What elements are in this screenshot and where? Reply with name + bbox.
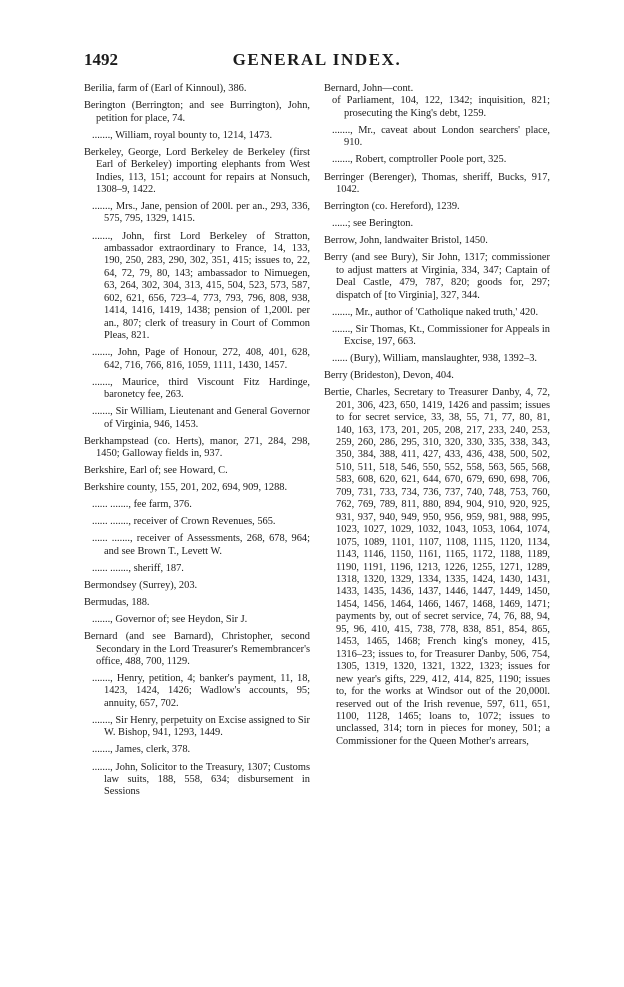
- index-entry: Berington (Berrington; and see Burrington), John, petition for place, 74.: [84, 100, 310, 124]
- index-entry: of Parliament, 104, 122, 1342; inquisition, 821; prosecuting the King's debt, 1259.: [332, 95, 550, 119]
- index-entry: Berrow, John, landwaiter Bristol, 1450.: [324, 235, 488, 247]
- index-entry: Bernard, John—cont.: [324, 83, 414, 94]
- index-entry: Berry (Brideston), Devon, 404.: [324, 370, 454, 382]
- index-entry: Berilia, farm of (Earl of Kinnoul), 386.: [84, 83, 247, 94]
- index-entry: ......., William, royal bounty to, 1214, 1473.: [92, 129, 273, 141]
- index-entry: Berry (and see Bury), Sir John, 1317; commissioner to adjust matters at Virginia, 334, 347; Captain of Deal Castle, 479, 787, 820; goods for, 297; dispatch of [to Virginia], 327, 344.: [324, 252, 550, 301]
- index-entry: Berringer (Berenger), Thomas, sheriff, Bucks, 917, 1042.: [324, 171, 550, 195]
- page-number: 1492: [84, 50, 118, 69]
- index-entry: ......., John, Page of Honour, 272, 408, 401, 628, 642, 716, 766, 816, 1059, 1111, 1430, 1457.: [92, 347, 310, 371]
- index-entry: ......., John, first Lord Berkeley of Stratton, ambassador extraordinary to France, 14, 133, 190, 250, 283, 290, 302, 351, 415; issues to, 22, 64, 72, 79, 80, 143; ambassador to Nimuegen, 63, 264, 302, 304, 313, 415, 504, 523, 573, 587, 602, 621, 656, 723–4, 773, 793, 796, 808, 938, 1414, 1416, 1419, 1438; pension of 1,200l. per an., 807; clerk of treasury in Court of Common Pleas, 821.: [92, 230, 310, 342]
- index-entry: ...... ......., receiver of Crown Revenues, 565.: [92, 516, 276, 528]
- index-entry: ......., James, clerk, 378.: [92, 744, 191, 756]
- index-entry: ...... ......., receiver of Assessments, 268, 678, 964; and see Brown T., Levett W.: [92, 533, 310, 557]
- index-entry: Bertie, Charles, Secretary to Treasurer Danby, 4, 72, 201, 306, 423, 650, 1419, 1426 and passim; issues to for secret service, 33, 38, 55, 71, 77, 80, 81, 140, 163, 173, 201, 205, 208, 217, 233, 240, 253, 259, 260, 286, 295, 310, 320, 330, 335, 338, 343, 350, 384, 388, 411, 427, 433, 436, 438, 500, 502, 510, 511, 518, 546, 550, 552, 558, 563, 565, 568, 583, 608, 620, 621, 644, 670, 679, 690, 698, 706, 709, 731, 733, 734, 736, 737, 740, 748, 753, 760, 762, 769, 789, 811, 880, 894, 904, 910, 920, 925, 931, 937, 940, 949, 950, 956, 959, 981, 988, 995, 1023, 1027, 1029, 1032, 1043, 1053, 1064, 1074, 1075, 1089, 1101, 1107, 1108, 1115, 1120, 1134, 1143, 1146, 1150, 1161, 1165, 1172, 1188, 1189, 1190, 1191, 1196, 1213, 1226, 1255, 1271, 1289, 1318, 1320, 1329, 1334, 1335, 1424, 1430, 1431, 1433, 1435, 1436, 1437, 1446, 1447, 1449, 1450, 1454, 1456, 1464, 1466, 1467, 1468, 1469, 1471; payments by, out of secret service, 74, 76, 88, 94, 95, 96, 410, 415, 738, 778, 838, 851, 854, 865, 1453, 1465, 1468; French king's money, 415, 1316–23; issues to, for Treasurer Danby, 506, 754, 1305, 1319, 1320, 1321, 1322, 1323; issues for new year's gifts, 229, 412, 414, 825, 1190; issues to, for the works at Windsor out of the 20,000l. reserved out of the Irish revenue, 597, 611, 651, 1100, 1128, 1465; loans to, 1072; issues to unclassed, 314; torn in pieces for money, 501; a Commissioner for the Queen Mother's arrears,: [324, 387, 550, 747]
- index-entry: ......., Mr., author of 'Catholique naked truth,' 420.: [332, 306, 539, 318]
- index-entry: ......; see Berington.: [332, 218, 414, 230]
- index-entry: ......., John, Solicitor to the Treasury, 1307; Customs law suits, 188, 558, 634; disbursement in Sessions: [92, 761, 310, 798]
- index-entry: ......., Sir Thomas, Kt., Commissioner for Appeals in Excise, 197, 663.: [332, 323, 550, 348]
- index-entry: Berrington (co. Hereford), 1239.: [324, 201, 460, 212]
- page-title: GENERAL INDEX.: [232, 50, 402, 69]
- index-entry: ......., Sir William, Lieutenant and General Governor of Virginia, 946, 1453.: [92, 406, 310, 430]
- index-entry: ......., Sir Henry, perpetuity on Excise assigned to Sir W. Bishop, 941, 1293, 1449.: [92, 714, 310, 739]
- index-entry: ......., Mrs., Jane, pension of 200l. per an., 293, 336, 575, 795, 1329, 1415.: [92, 201, 310, 225]
- index-entry: ......., Governor of; see Heydon, Sir J.: [92, 614, 248, 625]
- index-entry: Berkeley, George, Lord Berkeley de Berkeley (first Earl of Berkeley) importing elephants from West Indies, 113, 151; account for repairs at Nonsuch, 1308–9, 1422.: [84, 146, 310, 195]
- index-column-left: [84, 83, 310, 803]
- index-entry: ...... (Bury), William, manslaughter, 938, 1392–3.: [332, 353, 538, 365]
- page-header: [84, 50, 550, 74]
- index-entry: Berkshire, Earl of; see Howard, C.: [84, 465, 228, 477]
- index-entry: ...... ......., sheriff, 187.: [92, 562, 184, 574]
- index-entry: ......., Robert, comptroller Poole port, 325.: [332, 154, 507, 166]
- index-entry: Berkshire county, 155, 201, 202, 694, 909, 1288.: [84, 482, 288, 494]
- index-entry: ...... ......., fee farm, 376.: [92, 499, 192, 511]
- index-column-right: [324, 83, 550, 753]
- index-entry: Berkhampstead (co. Herts), manor, 271, 284, 298, 1450; Galloway fields in, 937.: [84, 435, 310, 460]
- index-entry: ......., Mr., caveat about London searchers' place, 910.: [332, 124, 550, 149]
- index-entry: ......., Maurice, third Viscount Fitz Hardinge, baronetcy fee, 263.: [92, 376, 310, 401]
- index-entry: Bernard (and see Barnard), Christopher, second Secondary in the Lord Treasurer's Remembrancer's office, 488, 700, 1129.: [84, 631, 310, 667]
- index-entry: Bermudas, 188.: [84, 596, 150, 608]
- index-entry: Bermondsey (Surrey), 203.: [84, 579, 198, 591]
- index-entry: ......., Henry, petition, 4; banker's payment, 11, 18, 1423, 1424, 1426; Wadlow's accounts, 95; annuity, 657, 702.: [92, 673, 310, 709]
